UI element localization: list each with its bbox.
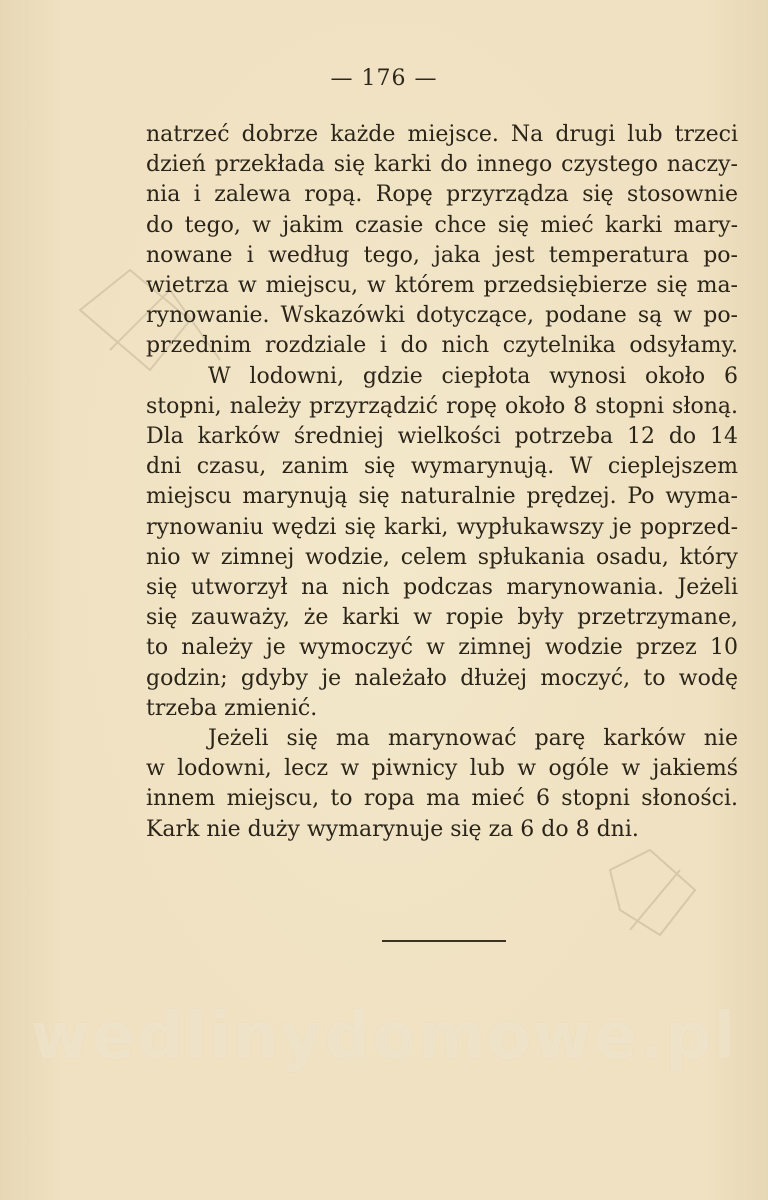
text-line: godzin; gdyby je należało dłużej moczyć, to wodę (146, 665, 738, 691)
text-line: Jeżeli się ma marynować parę karków nie (208, 726, 738, 752)
watermark: wedlinydomowe.pl (30, 1000, 738, 1074)
text-line: stopni, należy przyrządzić ropę około 8 stopni słoną. (146, 393, 738, 419)
text-line: rynowaniu wędzi się karki, wypłukawszy je poprzed- (146, 514, 738, 540)
text-line: trzeba zmienić. (146, 695, 318, 721)
text-line: przednim rozdziale i do nich czytelnika odsyłamy. (146, 333, 738, 359)
text-line: dni czasu, zanim się wymarynują. W cieplejszem (146, 454, 738, 480)
stamp-mark-right (600, 840, 710, 950)
text-line: miejscu marynują się naturalnie prędzej. Po wyma- (146, 484, 738, 510)
paragraph-1 (146, 120, 738, 362)
text-line: nio w zimnej wodzie, celem spłukania osadu, który (146, 544, 738, 570)
text-line: do tego, w jakim czasie chce się mieć karki mary- (146, 212, 738, 238)
text-line: to należy je wymoczyć w zimnej wodzie przez 10 (146, 635, 738, 661)
page-number: — 176 — (330, 66, 438, 91)
text-line: Kark nie duży wymarynuje się za 6 do 8 dni. (146, 816, 639, 842)
text-line: się utworzył na nich podczas marynowania. Jeżeli (146, 575, 738, 601)
text-line: się zauważy, że karki w ropie były przetrzymane, (146, 605, 738, 631)
body-text (146, 120, 738, 845)
paragraph-3 (146, 724, 738, 845)
text-line: natrzeć dobrze każde miejsce. Na drugi lub trzeci (146, 122, 738, 147)
text-line: rynowanie. Wskazówki dotyczące, podane są w po- (146, 303, 738, 329)
paragraph-2 (146, 362, 738, 724)
text-line: W lodowni, gdzie ciepłota wynosi około 6 (208, 363, 738, 389)
section-divider (382, 940, 506, 942)
text-line: w lodowni, lecz w piwnicy lub w ogóle w jakiemś (146, 756, 738, 782)
text-line: dzień przekłada się karki do innego czystego naczy- (146, 152, 738, 178)
text-line: wietrza w miejscu, w którem przedsiębierze się ma- (146, 273, 738, 299)
text-line: nia i zalewa ropą. Ropę przyrządza się stosownie (146, 182, 738, 208)
text-line: nowane i według tego, jaka jest temperatura po- (146, 242, 738, 268)
text-line: innem miejscu, to ropa ma mieć 6 stopni słoności. (146, 786, 738, 812)
text-line: Dla karków średniej wielkości potrzeba 12 do 14 (146, 424, 738, 450)
